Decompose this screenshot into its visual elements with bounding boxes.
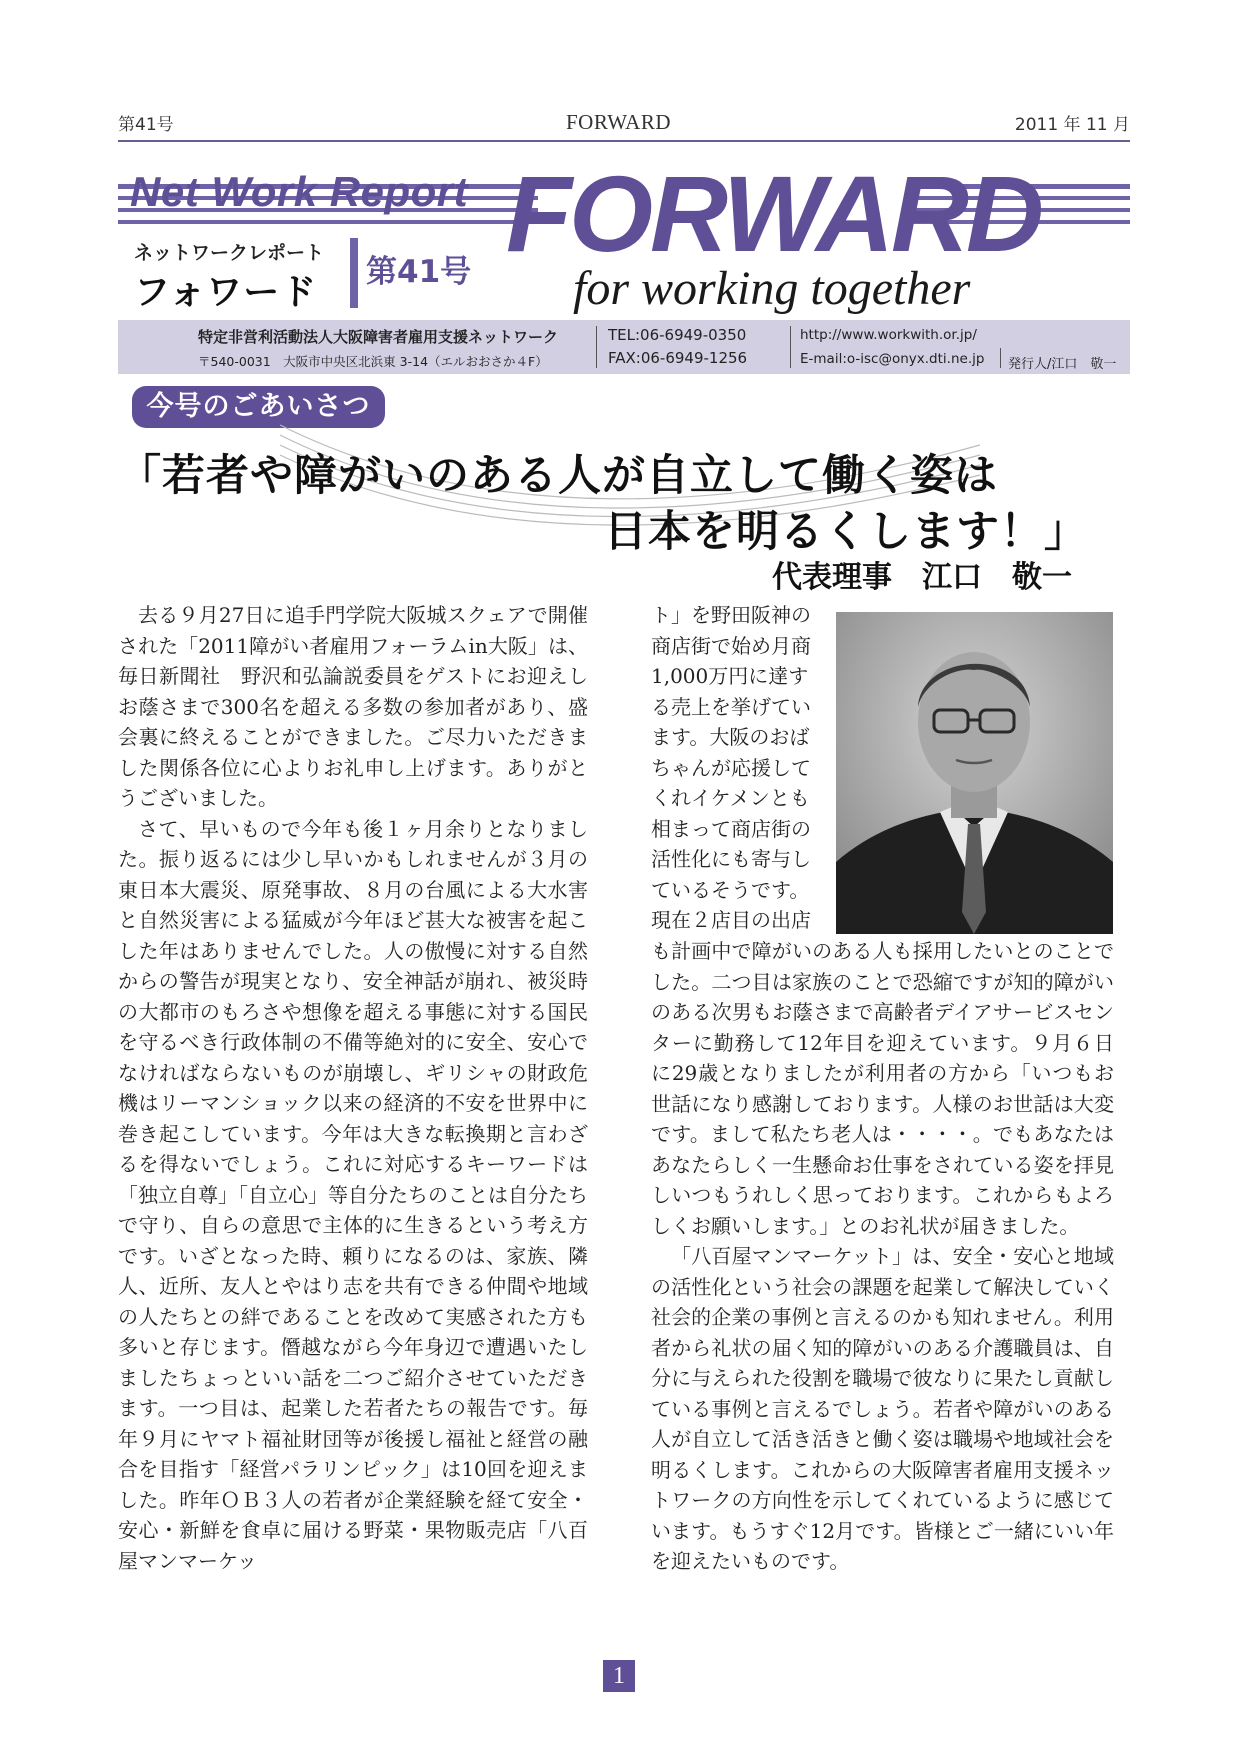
organization-address: 〒540-0031 大阪市中央区北浜東 3-14（エルおおさか４F） [198, 354, 548, 369]
series-title: Net Work Report [130, 168, 469, 215]
paragraph: 去る９月27日に追手門学院大阪城スクェアで開催された「2011障がい者雇用フォーラムin大阪」は、毎日新聞社 野沢和弘論説委員をゲストにお迎えしお蔭さまで300名を超える多数の参加者があり、盛会裏に終えることができました。ご尽力いただきました関係各位に心よりお礼申し上げます。ありがとうございました。 [118, 603, 588, 810]
article-right-column-bottom [651, 936, 1114, 1577]
contact-info-bar [118, 320, 1130, 374]
section-label: 今号のごあいさつ [132, 386, 385, 428]
series-kana: ネットワークレポート [134, 242, 325, 264]
fax: FAX:06-6949-1256 [608, 349, 748, 367]
paragraph: も計画中で障がいのある人も採用したいとのことでした。二つ目は家族のことで恐縮ですが知的障がいのある次男もお蔭さまで高齢者デイアサービスセンターに勤務して12年目を迎えています。９月６日に29歳となりましたが利用者の方から「いつもお世話になり感謝しております。人様のお世話は大変です。まして私たち老人は・・・・。でもあなたはあなたらしく一生懸命お仕事をされている姿を拝見しいつもうれしく思っております。これからもよろしくお願いします。」とのお礼状が届きました。 [651, 939, 1114, 1238]
running-head-issue: 第41号 [118, 115, 174, 135]
article-left-column [118, 600, 588, 1576]
paragraph: さて、早いもので今年も後１ヶ月余りとなりました。振り返るには少し早いかもしれませんが３月の東日本大震災、原発事故、８月の台風による大水害と自然災害による猛威が今年ほど甚大な被害を起こした年はありませんでした。人の傲慢に対する自然からの警告が現実となり、安全神話が崩れ、被災時の大都市のもろさや想像を超える事態に対する国民を守るべき行政体制の不備等絶対的に安全、安心でなければならないものが崩壊し、ギリシャの財政危機はリーマンショック以来の経済的不安を世界中に巻き起こしています。今年は大きな転換期と言わざるを得ないでしょう。これに対応するキーワードは「独立自尊」「自立心」等自分たちのことは自分たちで守り、自らの意思で主体的に生きるという考え方です。いざとなった時、頼りになるのは、家族、隣人、近所、友人とやはり志を共有できる仲間や地域の人たちとの絆であることを改めて実感された方も多いと存じます。僭越ながら今年身辺で遭遇いたしましたちょっといい話を二つご紹介させていただきます。一つ目は、起業した若者たちの報告です。毎年９月にヤマト福祉財団等が後援し福祉と経営の融合を目指す「経営パラリンピック」は10回を迎えました。昨年ＯＢ３人の若者が企業経験を経て安全・安心・新鮮を食卓に届ける野菜・果物販売店「八百屋マンマーケッ [118, 816, 588, 1573]
portrait-illustration [836, 612, 1113, 934]
email-address[interactable]: E-mail:o-isc@onyx.dti.ne.jp [800, 351, 985, 367]
page-number: 1 [603, 1660, 635, 1692]
masthead [118, 153, 1130, 318]
tagline: for working together [573, 262, 971, 315]
text-line: る売上を挙げてい [651, 694, 811, 719]
masthead-divider [350, 238, 358, 308]
text-line: ます。大阪のおば [651, 725, 810, 749]
article-right-column-top [651, 600, 831, 936]
running-header [118, 110, 1130, 140]
text-line: 現在２店目の出店 [651, 908, 811, 932]
series-kana-large: フォワード [134, 272, 318, 313]
running-head-title: FORWARD [566, 110, 672, 134]
running-head-date: 2011 年 11 月 [1014, 115, 1130, 135]
byline: 代表理事 江口 敬一 [772, 560, 1072, 595]
headline-line-1: 「若者や障がいのある人が自立して働く姿は [118, 451, 998, 501]
text-line: ているそうです。 [651, 877, 810, 902]
forward-logo: FORWARD [506, 153, 1041, 274]
text-line: ちゃんが応援して [651, 755, 811, 780]
text-line: 相まって商店街の [651, 816, 811, 841]
telephone: TEL:06-6949-0350 [608, 326, 747, 344]
header-rule [118, 140, 1130, 142]
text-line: ト」を野田阪神の [651, 603, 811, 627]
text-line: 商店街で始め月商 [651, 633, 811, 658]
headline-line-2: 日本を明るくします！」 [604, 507, 1088, 557]
text-line: くれイケメンとも [651, 786, 810, 810]
portrait-photo [836, 612, 1113, 934]
text-line: 1,000万円に達す [651, 664, 809, 688]
masthead-issue-number: 第41号 [366, 254, 472, 290]
publisher: 発行人/江口 敬一 [1008, 357, 1117, 372]
organization-name: 特定非営利活動法人大阪障害者雇用支援ネットワーク [198, 328, 559, 346]
website-url[interactable]: http://www.workwith.or.jp/ [800, 327, 977, 343]
paragraph: 「八百屋マンマーケット」は、安全・安心と地域の活性化という社会の課題を起業して解決していく社会的企業の事例と言えるのかも知れません。利用者から礼状の届く知的障がいのある介護職員は、自分に与えられた役割を職場で彼なりに果たし貢献している事例と言えるでしょう。若者や障がいのある人が自立して活き活きと働く姿は職場や地域社会を明るくします。これからの大阪障害者雇用支援ネットワークの方向性を示してくれているように感じています。もうすぐ12月です。皆様とご一緒にいい年を迎えたいものです。 [651, 1244, 1114, 1573]
text-line: 活性化にも寄与し [651, 847, 811, 871]
